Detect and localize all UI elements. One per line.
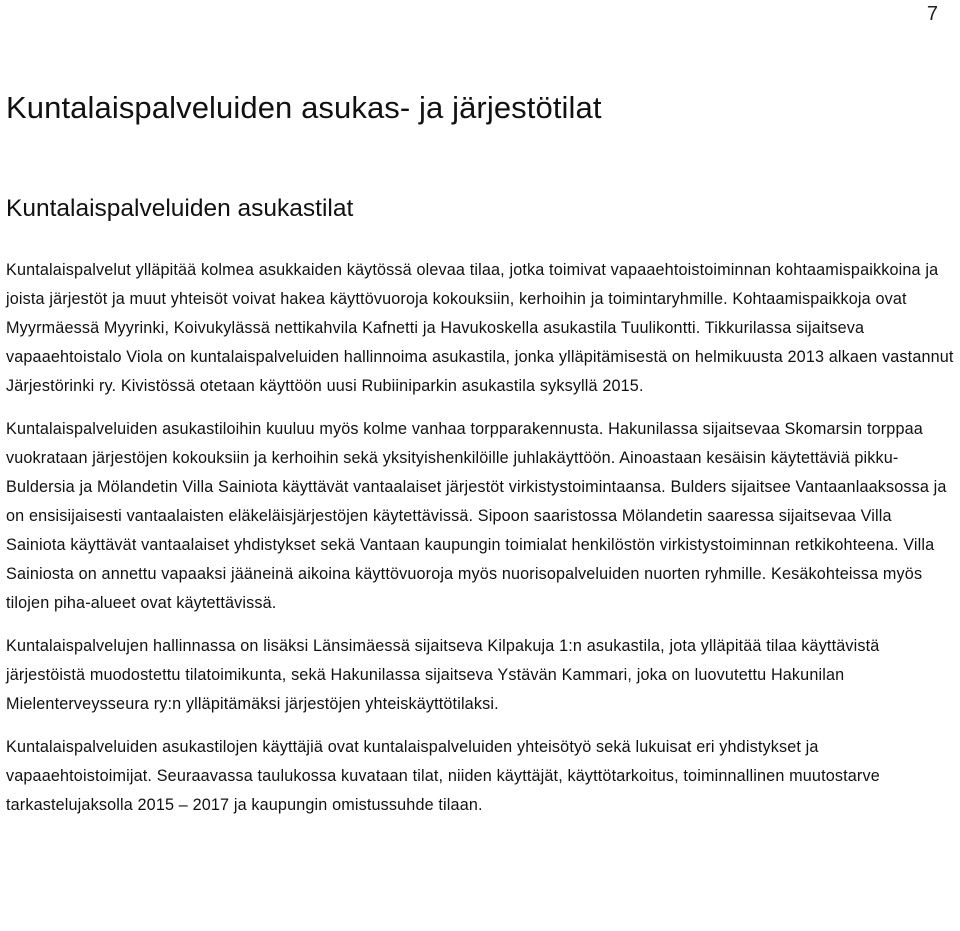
paragraph-4: Kuntalaispalveluiden asukastilojen käyttäjiä ovat kuntalaispalveluiden yhteisötyö sekä lukuisat eri yhdistykset ja vapaaehtoistoimijat. Seuraavassa taulukossa kuvataan tilat, niiden käyttäjät, käyttötarkoitus, toiminnallinen muutostarve tarkastelujaksolla 2015 – 2017 ja kaupungin omistussuhde tilaan. [6,738,880,814]
body-text [6,256,954,820]
paragraph-1: Kuntalaispalvelut ylläpitää kolmea asukkaiden käytössä olevaa tilaa, jotka toimivat vapaaehtoistoiminnan kohtaamispaikkoina ja joista järjestöt ja muut yhteisöt voivat hakea käyttövuoroja kokouksiin, kerhoihin ja toimintaryhmille. Kohtaamispaikkoja ovat Myyrmäessä Myyrinki, Koivukylässä nettikahvila Kafnetti ja Havukoskella asukastila Tuulikontti. Tikkurilassa sijaitseva vapaaehtoistalo Viola on kuntalaispalveluiden hallinnoima asukastila, jonka ylläpitämisestä on helmikuusta 2013 alkaen vastannut Järjestörinki ry. Kivistössä otetaan käyttöön uusi Rubiiniparkin asukastila syksyllä 2015. [6,261,954,395]
page-number: 7 [926,3,938,25]
paragraph-2: Kuntalaispalveluiden asukastiloihin kuuluu myös kolme vanhaa torpparakennusta. Hakunilassa sijaitsevaa Skomarsin torppaa vuokrataan järjestöjen kokouksiin ja kerhoihin sekä yksityishenkilöille juhlakäyttöön. Ainoastaan kesäisin käytettäviä pikku-Buldersia ja Mölandetin Villa Sainiota käyttävät vantaalaiset järjestöt virkistystoimintaansa. Bulders sijaitsee Vantaanlaaksossa ja on ensisijaisesti vantaalaisten eläkeläisjärjestöjen käytettävissä. Sipoon saaristossa Mölandetin saaressa sijaitsevaa Villa Sainiota käyttävät vantaalaiset yhdistykset sekä Vantaan kaupungin toimialat henkilöstön virkistystoiminnan retkikohteena. Villa Sainiosta on annettu vapaaksi jääneinä aikoina käyttövuoroja myös nuorisopalveluiden nuorten ryhmille. Kesäkohteissa myös tilojen piha-alueet ovat käytettävissä. [6,420,947,612]
page-title: Kuntalaispalveluiden asukas- ja järjestötilat [6,90,602,125]
paragraph-3: Kuntalaispalvelujen hallinnassa on lisäksi Länsimäessä sijaitseva Kilpakuja 1:n asukastila, jota ylläpitää tilaa käyttävistä järjestöistä muodostettu tilatoimikunta, sekä Hakunilassa sijaitseva Ystävän Kammari, joka on luovutettu Hakunilan Mielenterveysseura ry:n ylläpitämäksi järjestöjen yhteiskäyttötilaksi. [6,637,880,713]
section-heading: Kuntalaispalveluiden asukastilat [6,195,354,222]
